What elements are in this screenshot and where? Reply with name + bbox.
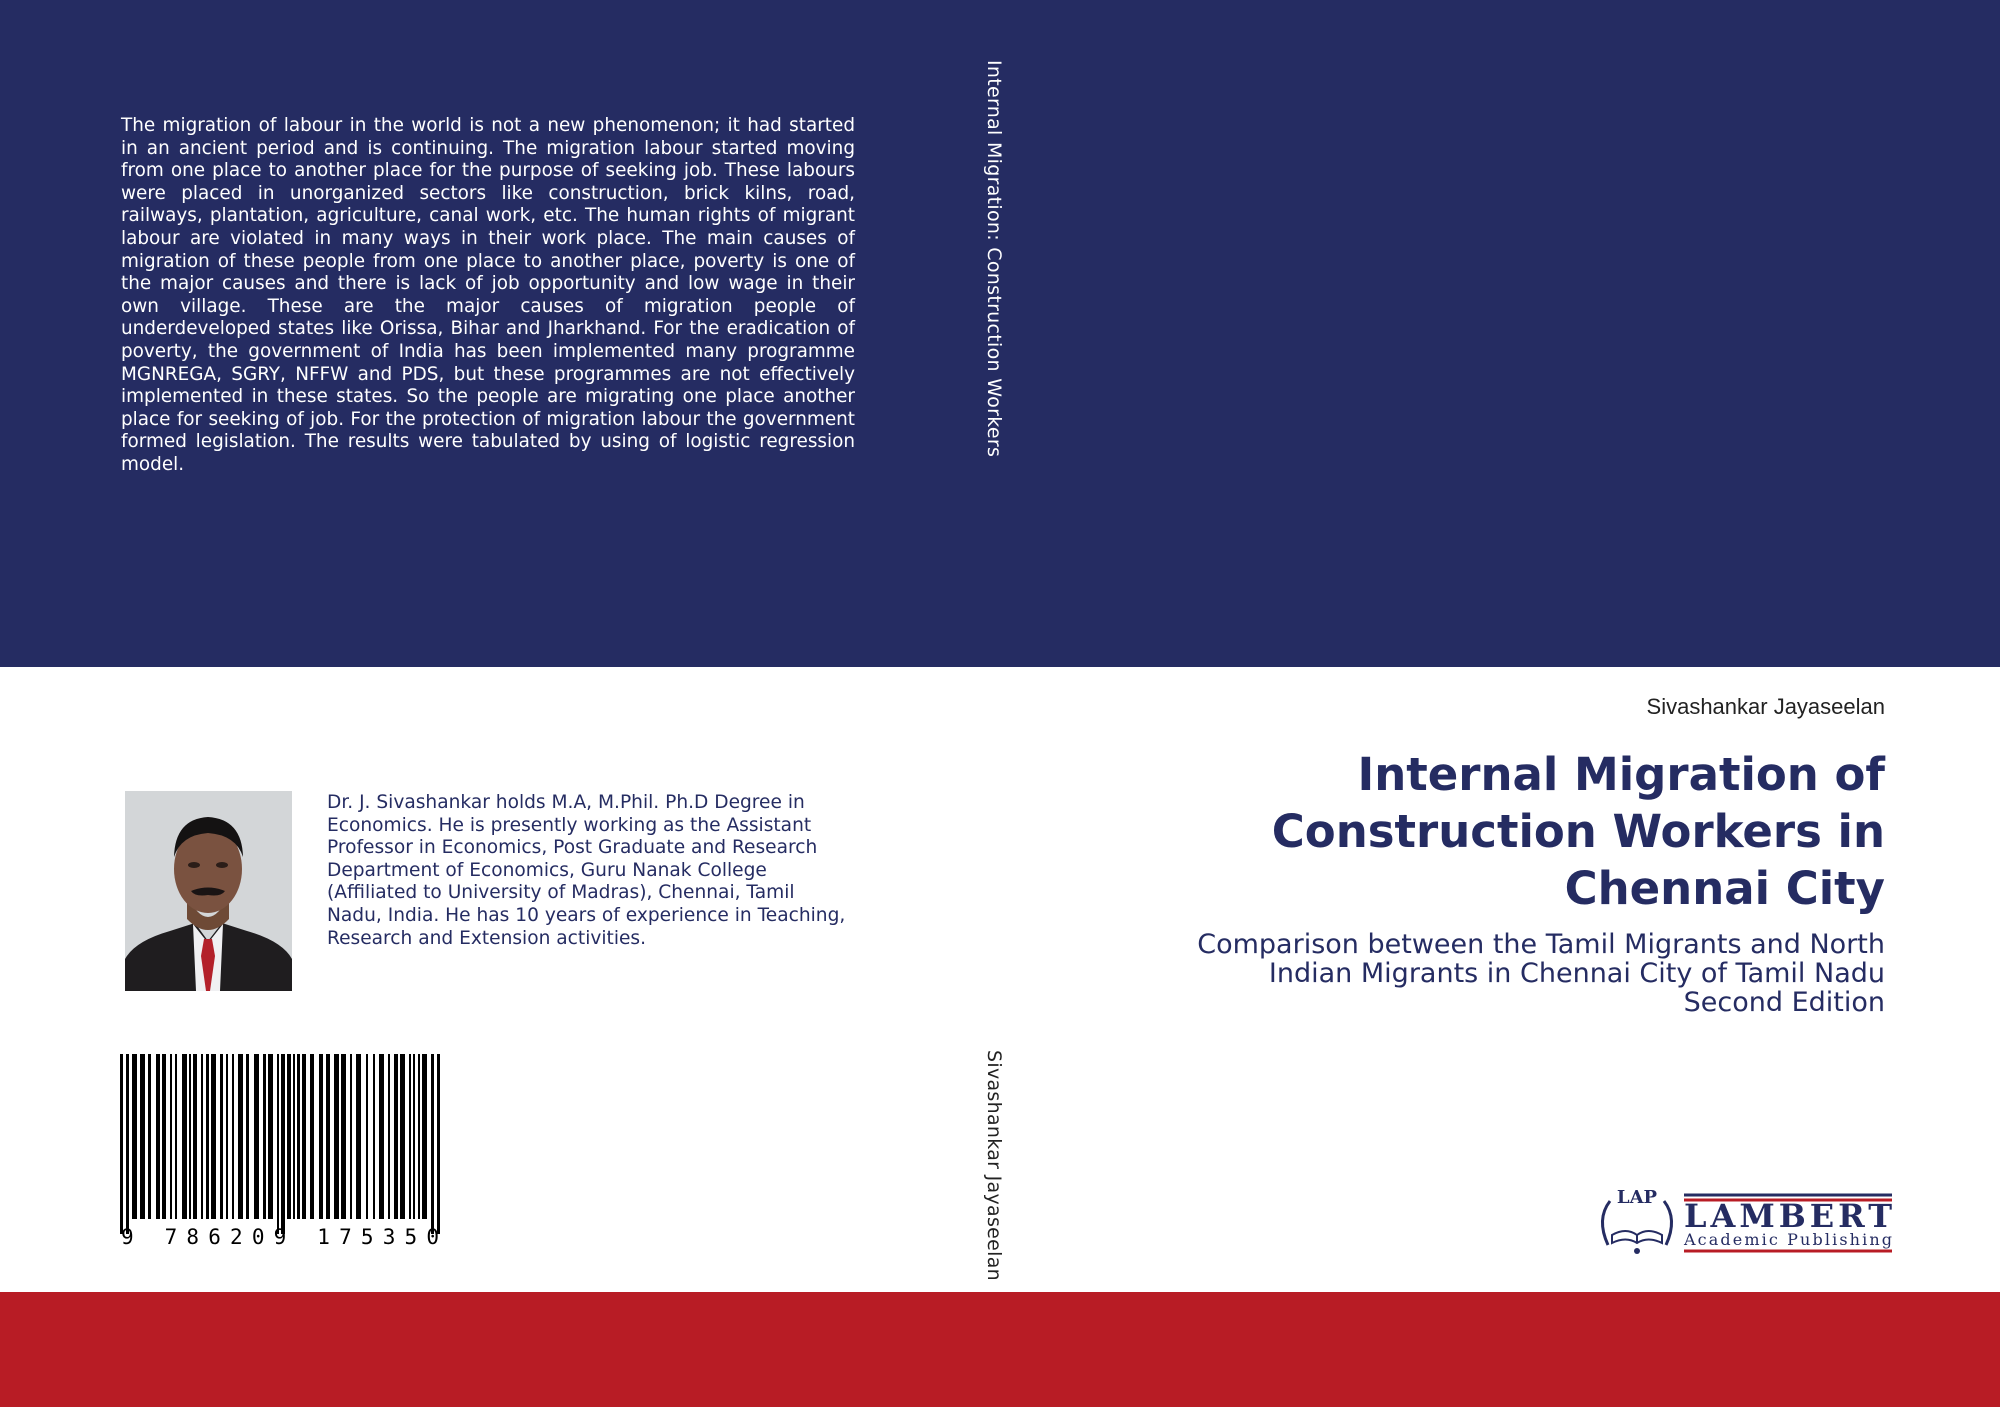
- barcode-bar: [437, 1054, 440, 1234]
- barcode-bar: [388, 1054, 390, 1219]
- barcode-bar: [379, 1054, 384, 1219]
- barcode-bar: [246, 1054, 249, 1219]
- book-subtitle: [1125, 930, 1885, 1017]
- barcode-bar: [175, 1054, 177, 1219]
- barcode-bar: [148, 1054, 151, 1219]
- barcode-bar: [413, 1054, 415, 1219]
- barcode-bar: [211, 1054, 216, 1219]
- barcode-bar: [156, 1054, 160, 1219]
- barcode-bar: [206, 1054, 209, 1219]
- author-photo: [125, 791, 292, 991]
- barcode-bar: [162, 1054, 166, 1219]
- publisher-name: LAMBERT: [1684, 1197, 1892, 1235]
- subtitle-line: Indian Migrants in Chennai City of Tamil Nadu: [1268, 958, 1885, 989]
- barcode-digits: 9 786209 175350: [121, 1225, 439, 1249]
- barcode-bar: [302, 1054, 306, 1219]
- barcode-bar: [356, 1054, 361, 1219]
- barcode-bar: [297, 1054, 300, 1219]
- bottom-red-band: [0, 1292, 2000, 1407]
- author-bio: Dr. J. Sivashankar holds M.A, M.Phil. Ph.D Degree in Economics. He is presently working as the Assistant Professor in Economics, Post Graduate and Research Department of Economics, Guru Nanak College (Affiliated to University of Madras), Chennai, Tamil Nadu, India. He has 10 years of experience in Teaching, Research and Extension activities.: [327, 792, 846, 949]
- barcode-bar: [226, 1054, 228, 1219]
- book-title: Internal Migration of Construction Workers in Chennai City: [1271, 748, 1885, 915]
- barcode-bar: [422, 1054, 427, 1219]
- barcode-bar: [238, 1054, 243, 1219]
- publisher-logo: [1592, 1183, 1896, 1255]
- subtitle-line: Comparison between the Tamil Migrants and North: [1197, 929, 1885, 960]
- barcode-bar: [366, 1054, 368, 1219]
- barcode-bar: [409, 1054, 411, 1219]
- barcode-bar: [319, 1054, 323, 1219]
- spine-title: Internal Migration: Construction Workers: [983, 60, 1005, 458]
- open-book-laurel-icon: [1602, 1201, 1671, 1254]
- barcode-bar: [281, 1054, 285, 1234]
- logo-mark: LAP: [1616, 1187, 1658, 1208]
- barcode-bar: [293, 1054, 295, 1219]
- subtitle-edition: Second Edition: [1683, 987, 1885, 1018]
- spine-author: Sivashankar Jayaseelan: [983, 1050, 1005, 1281]
- barcode-bar: [132, 1054, 137, 1219]
- barcode-bar: [120, 1054, 123, 1234]
- barcode-bar: [182, 1054, 187, 1219]
- barcode-bar: [170, 1054, 172, 1219]
- barcode-bar: [418, 1054, 420, 1219]
- barcode-bar: [232, 1054, 234, 1219]
- barcode-bar: [350, 1054, 352, 1219]
- barcode-bar: [193, 1054, 197, 1219]
- barcode-bar: [189, 1054, 191, 1219]
- barcode-bar: [373, 1054, 375, 1219]
- barcode-bar: [431, 1054, 434, 1234]
- barcode-bar: [394, 1054, 398, 1219]
- barcode-bar: [220, 1054, 223, 1219]
- barcode-bar: [254, 1054, 259, 1219]
- author-portrait-photo: [125, 791, 292, 991]
- front-cover-author: Sivashankar Jayaseelan: [1646, 694, 1885, 719]
- publisher-tagline: Academic Publishing: [1684, 1230, 1892, 1249]
- barcode-bar: [263, 1054, 266, 1219]
- barcode-bar: [341, 1054, 346, 1219]
- barcode-bar: [400, 1054, 405, 1219]
- barcode-bar: [268, 1054, 273, 1219]
- barcode-bar: [334, 1054, 339, 1219]
- isbn-barcode: [118, 1054, 443, 1254]
- back-cover-blurb: The migration of labour in the world is not a new phenomenon; it had started in an ancient period and is continuing. The migration labour started moving from one place to another place for the purpose of seeking job. These labours were placed in unorganized sectors like construction, brick kilns, road, railways, plantation, agriculture, canal work, etc. The human rights of migrant labour are violated in many ways in their work place. The main causes of migration of these people from one place to another place, poverty is one of the major causes and there is lack of job opportunity and low wage in their own village. These are the major causes of migration people of underdeveloped states like Orissa, Bihar and Jharkhand. For the eradication of poverty, the government of India has been implemented many programme MGNREGA, SGRY, NFFW and PDS, but these programmes are not effectively implemented in these states. So the people are migrating one place another place for seeking of job. For the protection of migration labour the government formed legislation. The results were tabulated by using of logistic regression model.: [121, 115, 855, 475]
- barcode-bar: [126, 1054, 129, 1234]
- barcode-bar: [140, 1054, 145, 1219]
- barcode-bar: [277, 1054, 279, 1234]
- barcode-bar: [326, 1054, 330, 1219]
- barcode-bar: [201, 1054, 203, 1219]
- barcode-bar: [310, 1054, 314, 1219]
- barcode-bar: [287, 1054, 291, 1219]
